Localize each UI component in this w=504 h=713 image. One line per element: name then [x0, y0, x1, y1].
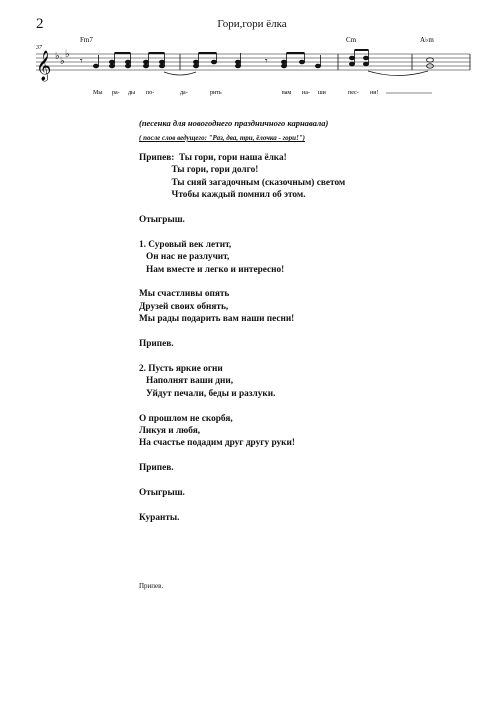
note-head — [211, 60, 216, 64]
lyric-line: Мы счастливы опять — [139, 289, 230, 300]
lyric-line: Припев: Ты гори, гори наша ёлка! — [139, 153, 287, 163]
music-staff — [0, 28, 504, 108]
note-head — [349, 62, 354, 66]
lyric-syllable: да- — [180, 90, 188, 96]
beams — [115, 50, 369, 53]
score-lyrics — [93, 90, 432, 96]
lyric-line — [139, 400, 479, 412]
lyric-line — [139, 499, 479, 511]
chord-cm: Cm — [346, 36, 357, 44]
staff-lines — [36, 54, 470, 70]
lyric-syllable: пес- — [348, 90, 359, 96]
lyric-line: Отыгрыш. — [139, 215, 185, 226]
lyric-syllable: рить — [210, 90, 222, 96]
final-instruction: Припев. — [139, 582, 164, 590]
lyric-syllable: ши — [318, 90, 326, 96]
lyric-line: Куранты. — [139, 512, 180, 523]
note-head — [363, 62, 368, 66]
lyric-line: Ты гори, гори долго! — [139, 165, 259, 176]
lyric-line — [139, 326, 479, 338]
eighth-rest-icon: 𝄾 — [265, 56, 268, 67]
note-head — [159, 64, 164, 68]
note-head — [109, 64, 114, 68]
note-head — [125, 64, 130, 68]
treble-clef-icon: 𝄞 — [36, 51, 52, 80]
note-head — [143, 64, 148, 68]
lyric-line: На счастье подадим друг другу руки! — [139, 438, 295, 449]
lyric-line: Он нас не разлучит, — [139, 252, 230, 263]
lyric-line: 2. Пусть яркие огни — [139, 363, 223, 374]
note-head — [315, 64, 320, 68]
lyric-line: Отыгрыш. — [139, 487, 185, 498]
lyric-line: Уйдут печали, беды и разлуки. — [139, 388, 276, 399]
lyric-line — [139, 202, 479, 214]
note-head — [93, 64, 98, 68]
ties — [164, 71, 428, 76]
lyric-line: Наполнят ваши дни, — [139, 376, 234, 387]
lyric-line: Припев. — [139, 339, 174, 350]
note-head — [235, 60, 240, 64]
lyric-line: Друзей своих обнять, — [139, 301, 229, 312]
lyric-line — [139, 351, 479, 363]
lyric-syllable: по- — [146, 90, 155, 96]
song-lyrics — [139, 152, 479, 524]
lyric-line: 1. Суровый век летит, — [139, 239, 232, 250]
note-head — [427, 58, 434, 62]
page-number: 2 — [36, 16, 44, 32]
lyric-line — [139, 450, 479, 462]
song-title: Гори,гори ёлка — [217, 18, 287, 30]
note-head — [235, 64, 240, 68]
flat-icon: ♭ — [55, 51, 60, 62]
lyric-syllable: на- — [302, 90, 310, 96]
eighth-rest-icon: 𝄾 — [80, 56, 83, 67]
notes — [93, 50, 433, 68]
lyric-syllable: вам — [282, 90, 292, 96]
note-head — [109, 60, 114, 64]
note-head — [159, 60, 164, 64]
note-head — [363, 56, 368, 60]
lyrics-block — [139, 118, 479, 524]
lyric-syllable: ра- — [112, 90, 120, 96]
lyric-line — [139, 276, 479, 288]
note-head — [349, 56, 354, 60]
chord-fm7: Fm7 — [80, 36, 93, 44]
note-head — [143, 60, 148, 64]
lyric-line: Мы рады подарить вам наши песни! — [139, 314, 295, 325]
note-head — [193, 64, 198, 68]
note-head — [125, 60, 130, 64]
note-head — [193, 60, 198, 64]
note-head — [281, 64, 286, 68]
lyric-line: Чтобы каждый помнил об этом. — [139, 190, 306, 201]
lyric-syllable: ды — [128, 90, 136, 96]
chord-abm: A♭m — [420, 36, 434, 44]
lyric-line: Припев. — [139, 463, 174, 474]
lyric-line: Нам вместе и легко и интересно! — [139, 264, 285, 275]
lyric-syllable: Мы — [93, 90, 103, 96]
performance-note: ( после слов ведущего: "Раз, два, три, ёлочка - гори!") — [139, 134, 306, 142]
lyric-line — [139, 226, 479, 238]
note-head — [281, 60, 286, 64]
song-subtitle: (песенка для новогоднего праздничного карнавала) — [139, 118, 329, 128]
measure-number: 37 — [36, 45, 42, 51]
lyric-line: Ты сияй загадочным (сказочным) светом — [139, 177, 346, 188]
lyric-line — [139, 475, 479, 487]
flat-icon: ♭ — [65, 49, 70, 60]
lyric-line: О прошлом не скорбя, — [139, 413, 233, 424]
note-head — [299, 60, 304, 64]
lyric-line: Ликуя и любя, — [139, 425, 201, 436]
lyric-syllable: ни! — [370, 90, 379, 96]
flat-icon: ♭ — [60, 56, 65, 67]
